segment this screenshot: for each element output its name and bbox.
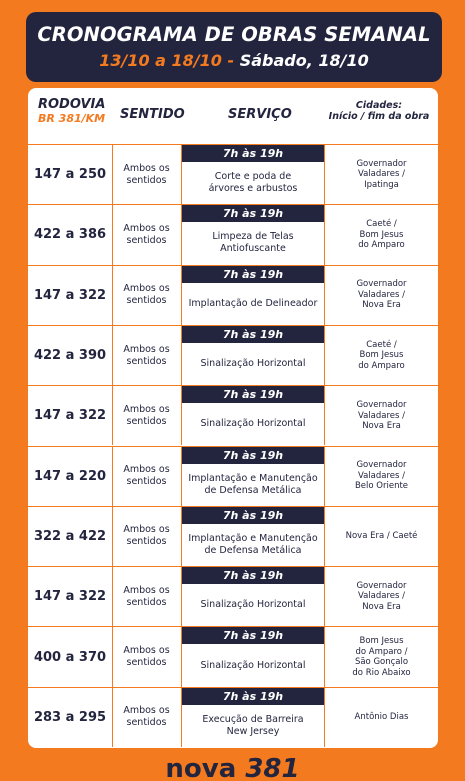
table-row xyxy=(28,566,438,626)
row-time: 7h às 19h xyxy=(182,145,324,162)
col-header-rodovia-sub: BR 381/KM xyxy=(38,112,106,125)
nova381-logo xyxy=(0,754,465,781)
col-header-cidades xyxy=(324,100,434,122)
col-header-sentido: SENTIDO xyxy=(120,107,185,122)
row-sentido: Ambos os sentidos xyxy=(123,524,170,548)
row-cidades: Caeté / Bom Jesus do Amparo xyxy=(358,219,405,251)
row-km: 422 a 390 xyxy=(33,348,107,364)
col-header-rodovia xyxy=(38,98,105,126)
row-servico: Implantação e Manutenção de Defensa Metálica xyxy=(188,472,318,496)
table-row xyxy=(28,687,438,747)
row-servico: Limpeza de Telas Antiofuscante xyxy=(212,231,294,255)
row-servico: Sinalização Horizontal xyxy=(200,599,306,611)
row-km: 147 a 322 xyxy=(33,287,107,303)
row-time: 7h às 19h xyxy=(182,447,324,464)
date-range: 13/10 a 18/10 - xyxy=(99,51,235,70)
row-cidades: Governador Valadares / Nova Era xyxy=(356,400,407,432)
row-sentido: Ambos os sentidos xyxy=(123,162,170,186)
row-time: 7h às 19h xyxy=(182,386,324,403)
row-sentido: Ambos os sentidos xyxy=(123,283,170,307)
page-subtitle xyxy=(26,51,442,71)
row-cidades: Governador Valadares / Belo Oriente xyxy=(354,460,409,492)
row-sentido: Ambos os sentidos xyxy=(123,705,170,729)
logo-word: nova xyxy=(165,754,237,781)
row-cidades: Bom Jesus do Amparo / São Gonçalo do Rio Abaixo xyxy=(352,636,411,678)
date-day: Sábado, 18/10 xyxy=(234,51,369,70)
row-cidades: Antônio Dias xyxy=(354,712,409,723)
row-km: 322 a 422 xyxy=(33,528,107,544)
page-title: CRONOGRAMA DE OBRAS SEMANAL xyxy=(37,23,431,46)
row-servico: Sinalização Horizontal xyxy=(200,659,306,671)
row-time: 7h às 19h xyxy=(182,507,324,524)
table-row xyxy=(28,506,438,566)
row-servico: Implantação de Delineador xyxy=(188,297,318,309)
row-time: 7h às 19h xyxy=(182,627,324,644)
row-time: 7h às 19h xyxy=(182,688,324,705)
row-time: 7h às 19h xyxy=(182,205,324,222)
row-km: 147 a 322 xyxy=(33,408,107,424)
row-cidades: Governador Valadares / Nova Era xyxy=(356,279,407,311)
row-time: 7h às 19h xyxy=(182,326,324,343)
row-servico: Sinalização Horizontal xyxy=(200,358,306,370)
row-servico: Implantação e Manutenção de Defensa Metálica xyxy=(188,532,318,556)
row-time: 7h às 19h xyxy=(182,567,324,584)
row-cidades: Governador Valadares / Ipatinga xyxy=(356,158,407,190)
row-sentido: Ambos os sentidos xyxy=(123,584,170,608)
row-km: 400 a 370 xyxy=(33,649,107,665)
row-sentido: Ambos os sentidos xyxy=(123,464,170,488)
row-km: 283 a 295 xyxy=(33,709,107,725)
row-km: 147 a 220 xyxy=(33,468,107,484)
row-servico: Execução de Barreira New Jersey xyxy=(202,713,304,737)
row-cidades: Caeté / Bom Jesus do Amparo xyxy=(358,339,405,371)
row-km: 147 a 322 xyxy=(33,589,107,605)
col-header-rodovia-label: RODOVIA xyxy=(38,97,106,112)
row-time: 7h às 19h xyxy=(182,266,324,283)
row-cidades: Governador Valadares / Nova Era xyxy=(356,580,407,612)
row-cidades: Nova Era / Caeté xyxy=(345,531,418,542)
row-km: 147 a 250 xyxy=(33,167,107,183)
row-sentido: Ambos os sentidos xyxy=(123,222,170,246)
logo-number: 381 xyxy=(245,754,300,781)
col-header-servico: SERVIÇO xyxy=(228,107,292,122)
header-banner xyxy=(26,12,442,82)
row-km: 422 a 386 xyxy=(33,227,107,243)
table-header xyxy=(28,88,438,132)
schedule-table xyxy=(28,88,438,748)
table-row xyxy=(28,144,438,204)
table-row xyxy=(28,385,438,445)
col-header-cidades-sub: Início / fim da obra xyxy=(328,111,430,122)
row-sentido: Ambos os sentidos xyxy=(123,403,170,427)
row-servico: Sinalização Horizontal xyxy=(200,418,306,430)
table-row xyxy=(28,204,438,264)
col-header-cidades-label: Cidades: xyxy=(355,100,403,111)
table-row xyxy=(28,446,438,506)
row-sentido: Ambos os sentidos xyxy=(123,343,170,367)
row-sentido: Ambos os sentidos xyxy=(123,645,170,669)
table-row xyxy=(28,325,438,385)
table-row xyxy=(28,626,438,686)
row-servico: Corte e poda de árvores e arbustos xyxy=(208,171,298,195)
table-row xyxy=(28,265,438,325)
